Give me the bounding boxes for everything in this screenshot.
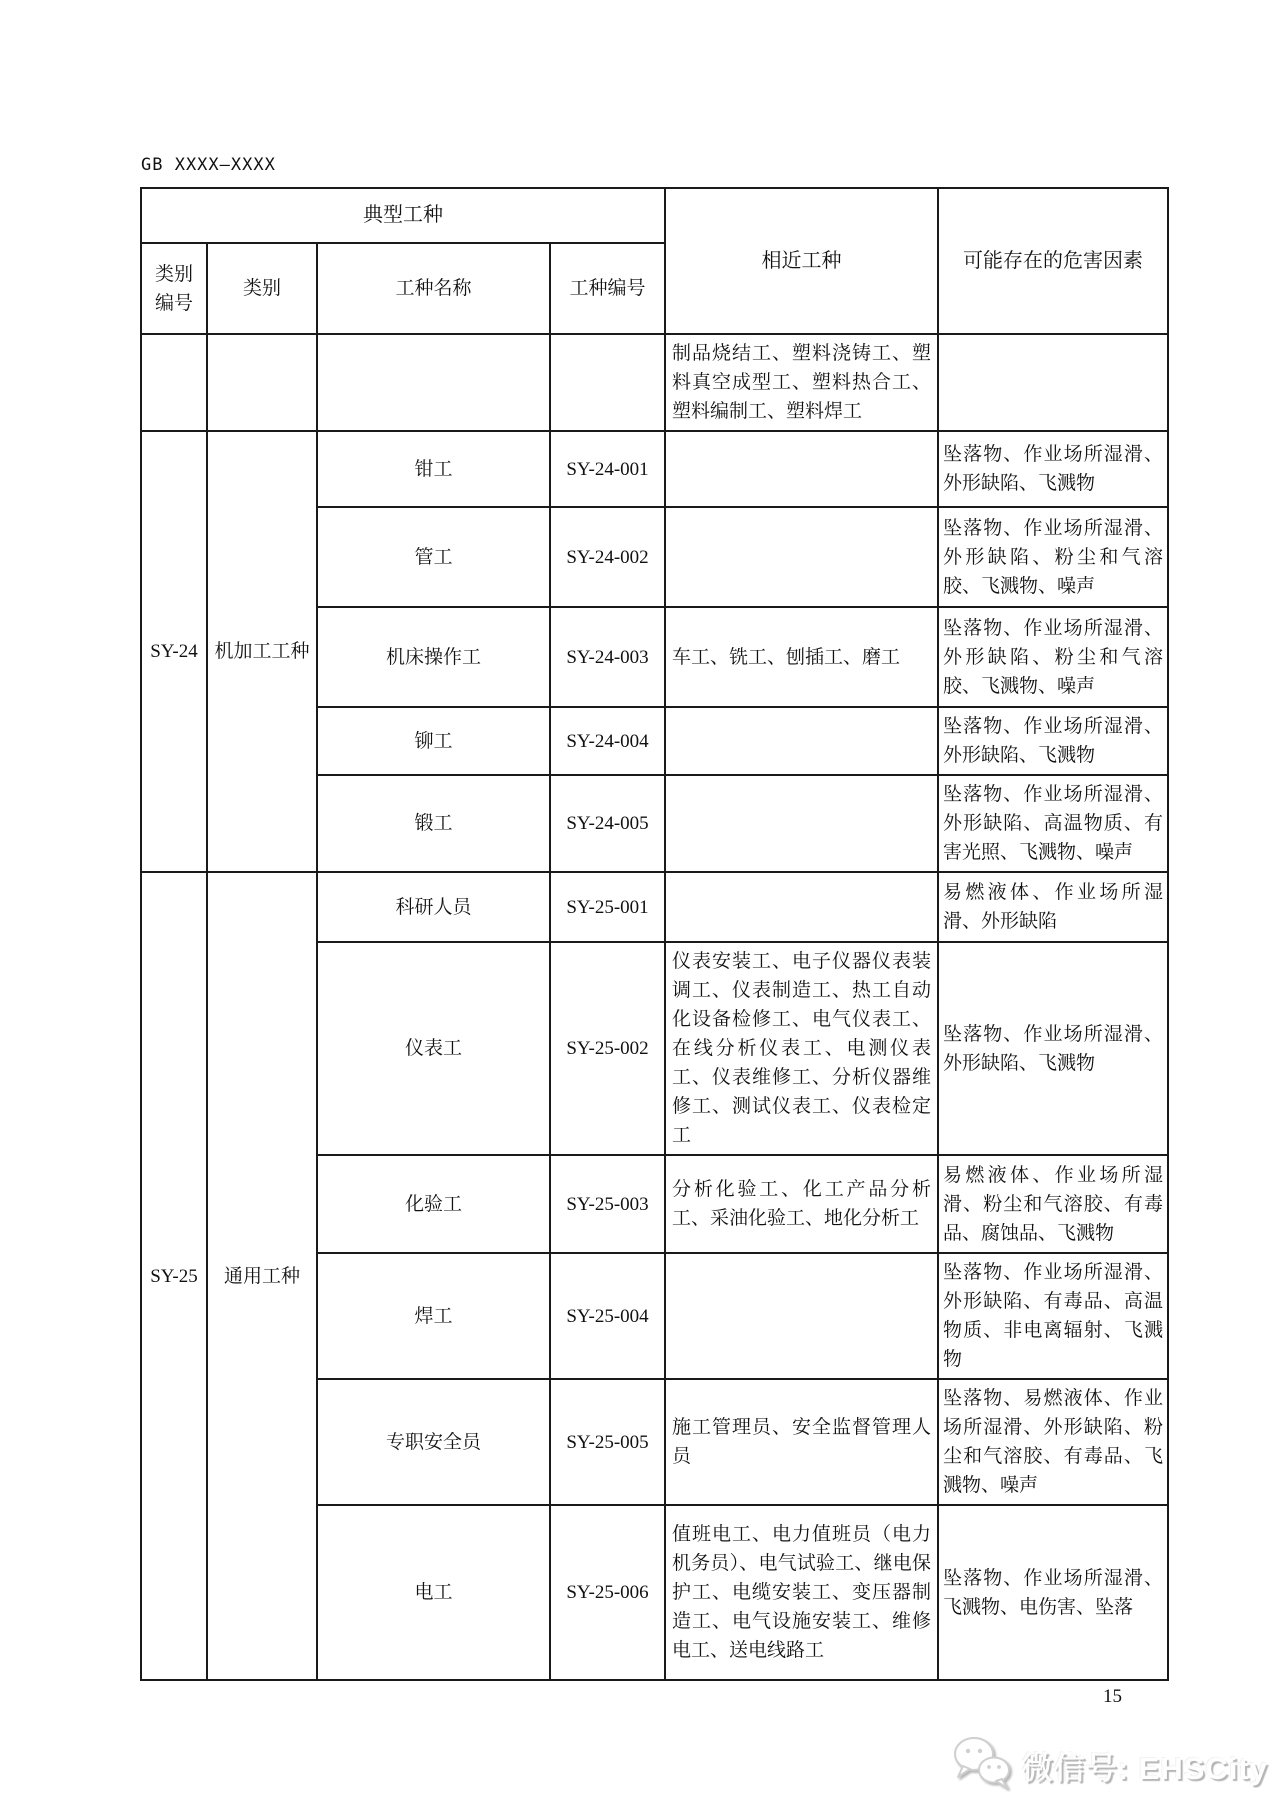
cell-hazards: 坠落物、作业场所湿滑、外形缺陷、有毒品、高温物质、非电离辐射、飞溅物 [938,1253,1168,1379]
header-trade-name: 工种名称 [317,243,550,334]
header-similar-trades: 相近工种 [665,188,938,334]
cell-hazards: 坠落物、作业场所湿滑、外形缺陷、飞溅物 [938,707,1168,775]
cell-category-number [141,334,207,431]
wechat-watermark [950,1733,1268,1798]
header-category-number: 类别编号 [141,243,207,334]
header-trade-code: 工种编号 [550,243,665,334]
cell-hazards: 坠落物、作业场所湿滑、飞溅物、电伤害、坠落 [938,1505,1168,1680]
cell-hazards: 坠落物、作业场所湿滑、外形缺陷、高温物质、有害光照、飞溅物、噪声 [938,775,1168,872]
cell-trade-name: 电工 [317,1505,550,1680]
cell-category-number: SY-25 [141,872,207,1680]
cell-hazards [938,334,1168,431]
cell-hazards: 坠落物、作业场所湿滑、外形缺陷、飞溅物 [938,431,1168,507]
cell-trade-name: 化验工 [317,1155,550,1253]
cell-trade-code: SY-24-002 [550,507,665,607]
cell-similar-trades [665,507,938,607]
cell-hazards: 坠落物、作业场所湿滑、外形缺陷、粉尘和气溶胶、飞溅物、噪声 [938,507,1168,607]
trades-hazards-table [140,187,1169,1681]
cell-trade-name: 专职安全员 [317,1379,550,1505]
cell-hazards: 易燃液体、作业场所湿滑、粉尘和气溶胶、有毒品、腐蚀品、飞溅物 [938,1155,1168,1253]
cell-hazards: 坠落物、易燃液体、作业场所湿滑、外形缺陷、粉尘和气溶胶、有毒品、飞溅物、噪声 [938,1379,1168,1505]
cell-similar-trades [665,431,938,507]
cell-similar-trades [665,1253,938,1379]
table-header [141,188,1168,334]
cell-category [207,334,317,431]
cell-similar-trades: 车工、铣工、刨插工、磨工 [665,607,938,707]
cell-hazards: 易燃液体、作业场所湿滑、外形缺陷 [938,872,1168,942]
cell-trade-name: 仪表工 [317,942,550,1155]
cell-trade-code: SY-25-006 [550,1505,665,1680]
cell-trade-name: 管工 [317,507,550,607]
cell-trade-code: SY-24-005 [550,775,665,872]
table-row [141,431,1168,507]
cell-hazards: 坠落物、作业场所湿滑、外形缺陷、粉尘和气溶胶、飞溅物、噪声 [938,607,1168,707]
cell-category-number: SY-24 [141,431,207,872]
cell-hazards: 坠落物、作业场所湿滑、外形缺陷、飞溅物 [938,942,1168,1155]
cell-similar-trades [665,872,938,942]
cell-trade-code: SY-25-005 [550,1379,665,1505]
header-hazards: 可能存在的危害因素 [938,188,1168,334]
cell-trade-name: 机床操作工 [317,607,550,707]
table-row [141,334,1168,431]
cell-trade-code: SY-24-004 [550,707,665,775]
cell-trade-code: SY-24-001 [550,431,665,507]
cell-trade-name: 铆工 [317,707,550,775]
cell-category: 机加工工种 [207,431,317,872]
header-typical-trades: 典型工种 [141,188,665,243]
cell-trade-code: SY-25-001 [550,872,665,942]
cell-trade-name [317,334,550,431]
cell-trade-name: 科研人员 [317,872,550,942]
cell-trade-name: 锻工 [317,775,550,872]
cell-similar-trades [665,775,938,872]
cell-trade-name: 焊工 [317,1253,550,1379]
cell-similar-trades: 分析化验工、化工产品分析工、采油化验工、地化分析工 [665,1155,938,1253]
cell-trade-name: 钳工 [317,431,550,507]
cell-similar-trades: 仪表安装工、电子仪器仪表装调工、仪表制造工、热工自动化设备检修工、电气仪表工、在线分析仪表工、电测仪表工、仪表维修工、分析仪器维修工、测试仪表工、仪表检定工 [665,942,938,1155]
standard-number: GB XXXX—XXXX [141,155,276,175]
cell-similar-trades: 施工管理员、安全监督管理人员 [665,1379,938,1505]
header-category: 类别 [207,243,317,334]
cell-trade-code: SY-25-002 [550,942,665,1155]
wechat-icon [950,1733,1014,1798]
page-number: 15 [1103,1686,1122,1707]
cell-trade-code [550,334,665,431]
cell-trade-code: SY-24-003 [550,607,665,707]
wechat-label: 微信号: EHSCity [1021,1751,1268,1786]
table-body [141,334,1168,1680]
cell-category: 通用工种 [207,872,317,1680]
cell-trade-code: SY-25-004 [550,1253,665,1379]
header-row-1 [141,188,1168,243]
cell-similar-trades [665,707,938,775]
cell-similar-trades: 制品烧结工、塑料浇铸工、塑料真空成型工、塑料热合工、塑料编制工、塑料焊工 [665,334,938,431]
cell-similar-trades: 值班电工、电力值班员（电力机务员）、电气试验工、继电保护工、电缆安装工、变压器制造工、电气设施安装工、维修电工、送电线路工 [665,1505,938,1680]
cell-trade-code: SY-25-003 [550,1155,665,1253]
table-row [141,872,1168,942]
